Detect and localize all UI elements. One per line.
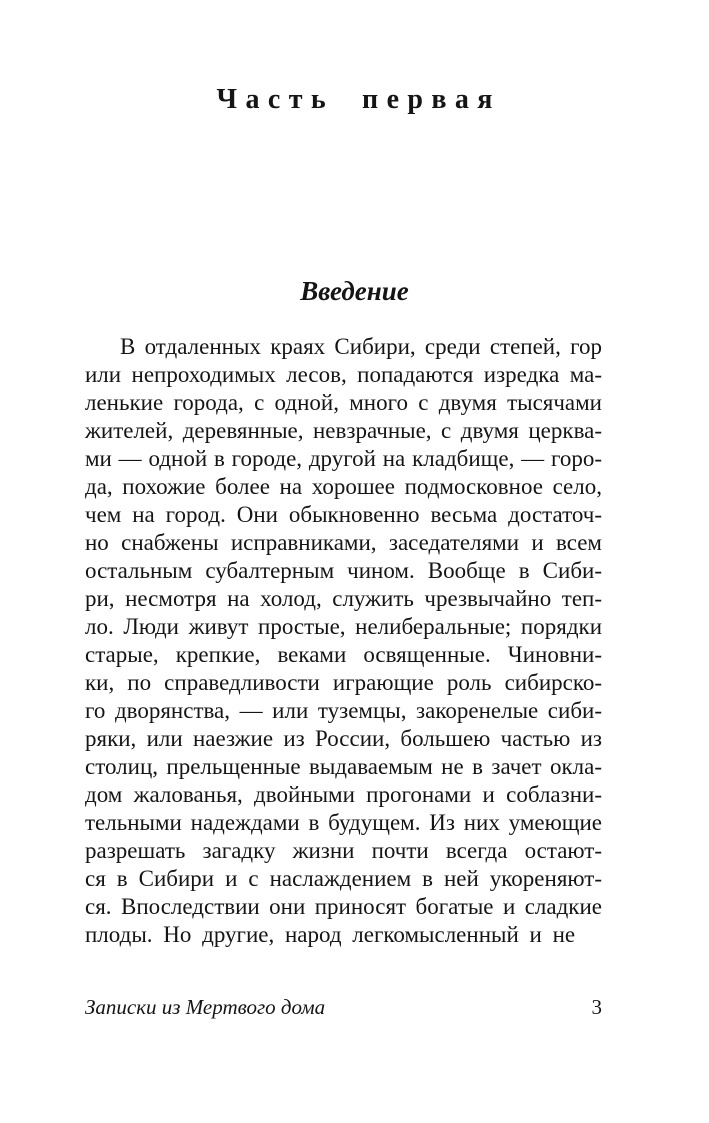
page-footer	[85, 995, 602, 1020]
section-title: Введение	[300, 276, 409, 306]
body-line: чем на город. Они обыкновенно весьма достаточ-	[85, 502, 602, 527]
body-line: дом жалованья, двойными прогонами и соблазни-	[85, 782, 602, 807]
body-line: остальным субалтерным чином. Вообще в Сиби-	[85, 558, 602, 583]
body-line: старые, крепкие, веками освященные. Чиновни-	[85, 642, 602, 667]
page-number: 3	[591, 995, 602, 1019]
part-title: Часть первая	[216, 84, 501, 115]
body-paragraph	[85, 333, 602, 949]
body-line: но снабжены исправниками, заседателями и всем	[85, 530, 602, 555]
body-line: да, похожие более на хорошее подмосковное село,	[85, 474, 602, 499]
body-line: ки, по справедливости играющие роль сибирско-	[85, 670, 602, 695]
body-line: или непроходимых лесов, попадаются изредка ма-	[85, 362, 602, 387]
body-line: ленькие города, с одной, много с двумя тысячами	[85, 390, 602, 415]
body-line: ри, несмотря на холод, служить чрезвычайно теп-	[85, 586, 602, 611]
body-line: го дворянства, — или туземцы, закоренелые сиби-	[85, 698, 602, 723]
body-line: ми — одной в городе, другой на кладбище, — горо-	[85, 446, 602, 471]
body-line: ряки, или наезжие из России, большею частью из	[85, 726, 602, 751]
running-title: Записки из Мертвого дома	[85, 995, 326, 1019]
body-line: тельными надеждами в будущем. Из них умеющие	[85, 810, 602, 835]
body-line: ся. Впоследствии они приносят богатые и сладкие	[85, 894, 602, 919]
body-line: В отдаленных краях Сибири, среди степей, гор	[120, 334, 602, 359]
body-line: разрешать загадку жизни почти всегда остают-	[85, 838, 602, 863]
body-line: ся в Сибири и с наслаждением в ней укореняют-	[85, 866, 602, 891]
body-line: жителей, деревянные, невзрачные, с двумя церква-	[85, 418, 602, 443]
body-line: столиц, прельщенные выдаваемым не в зачет окла-	[85, 754, 602, 779]
body-line: ло. Люди живут простые, нелиберальные; порядки	[85, 614, 602, 639]
body-line: плоды. Но другие, народ легкомысленный и не	[85, 922, 576, 947]
